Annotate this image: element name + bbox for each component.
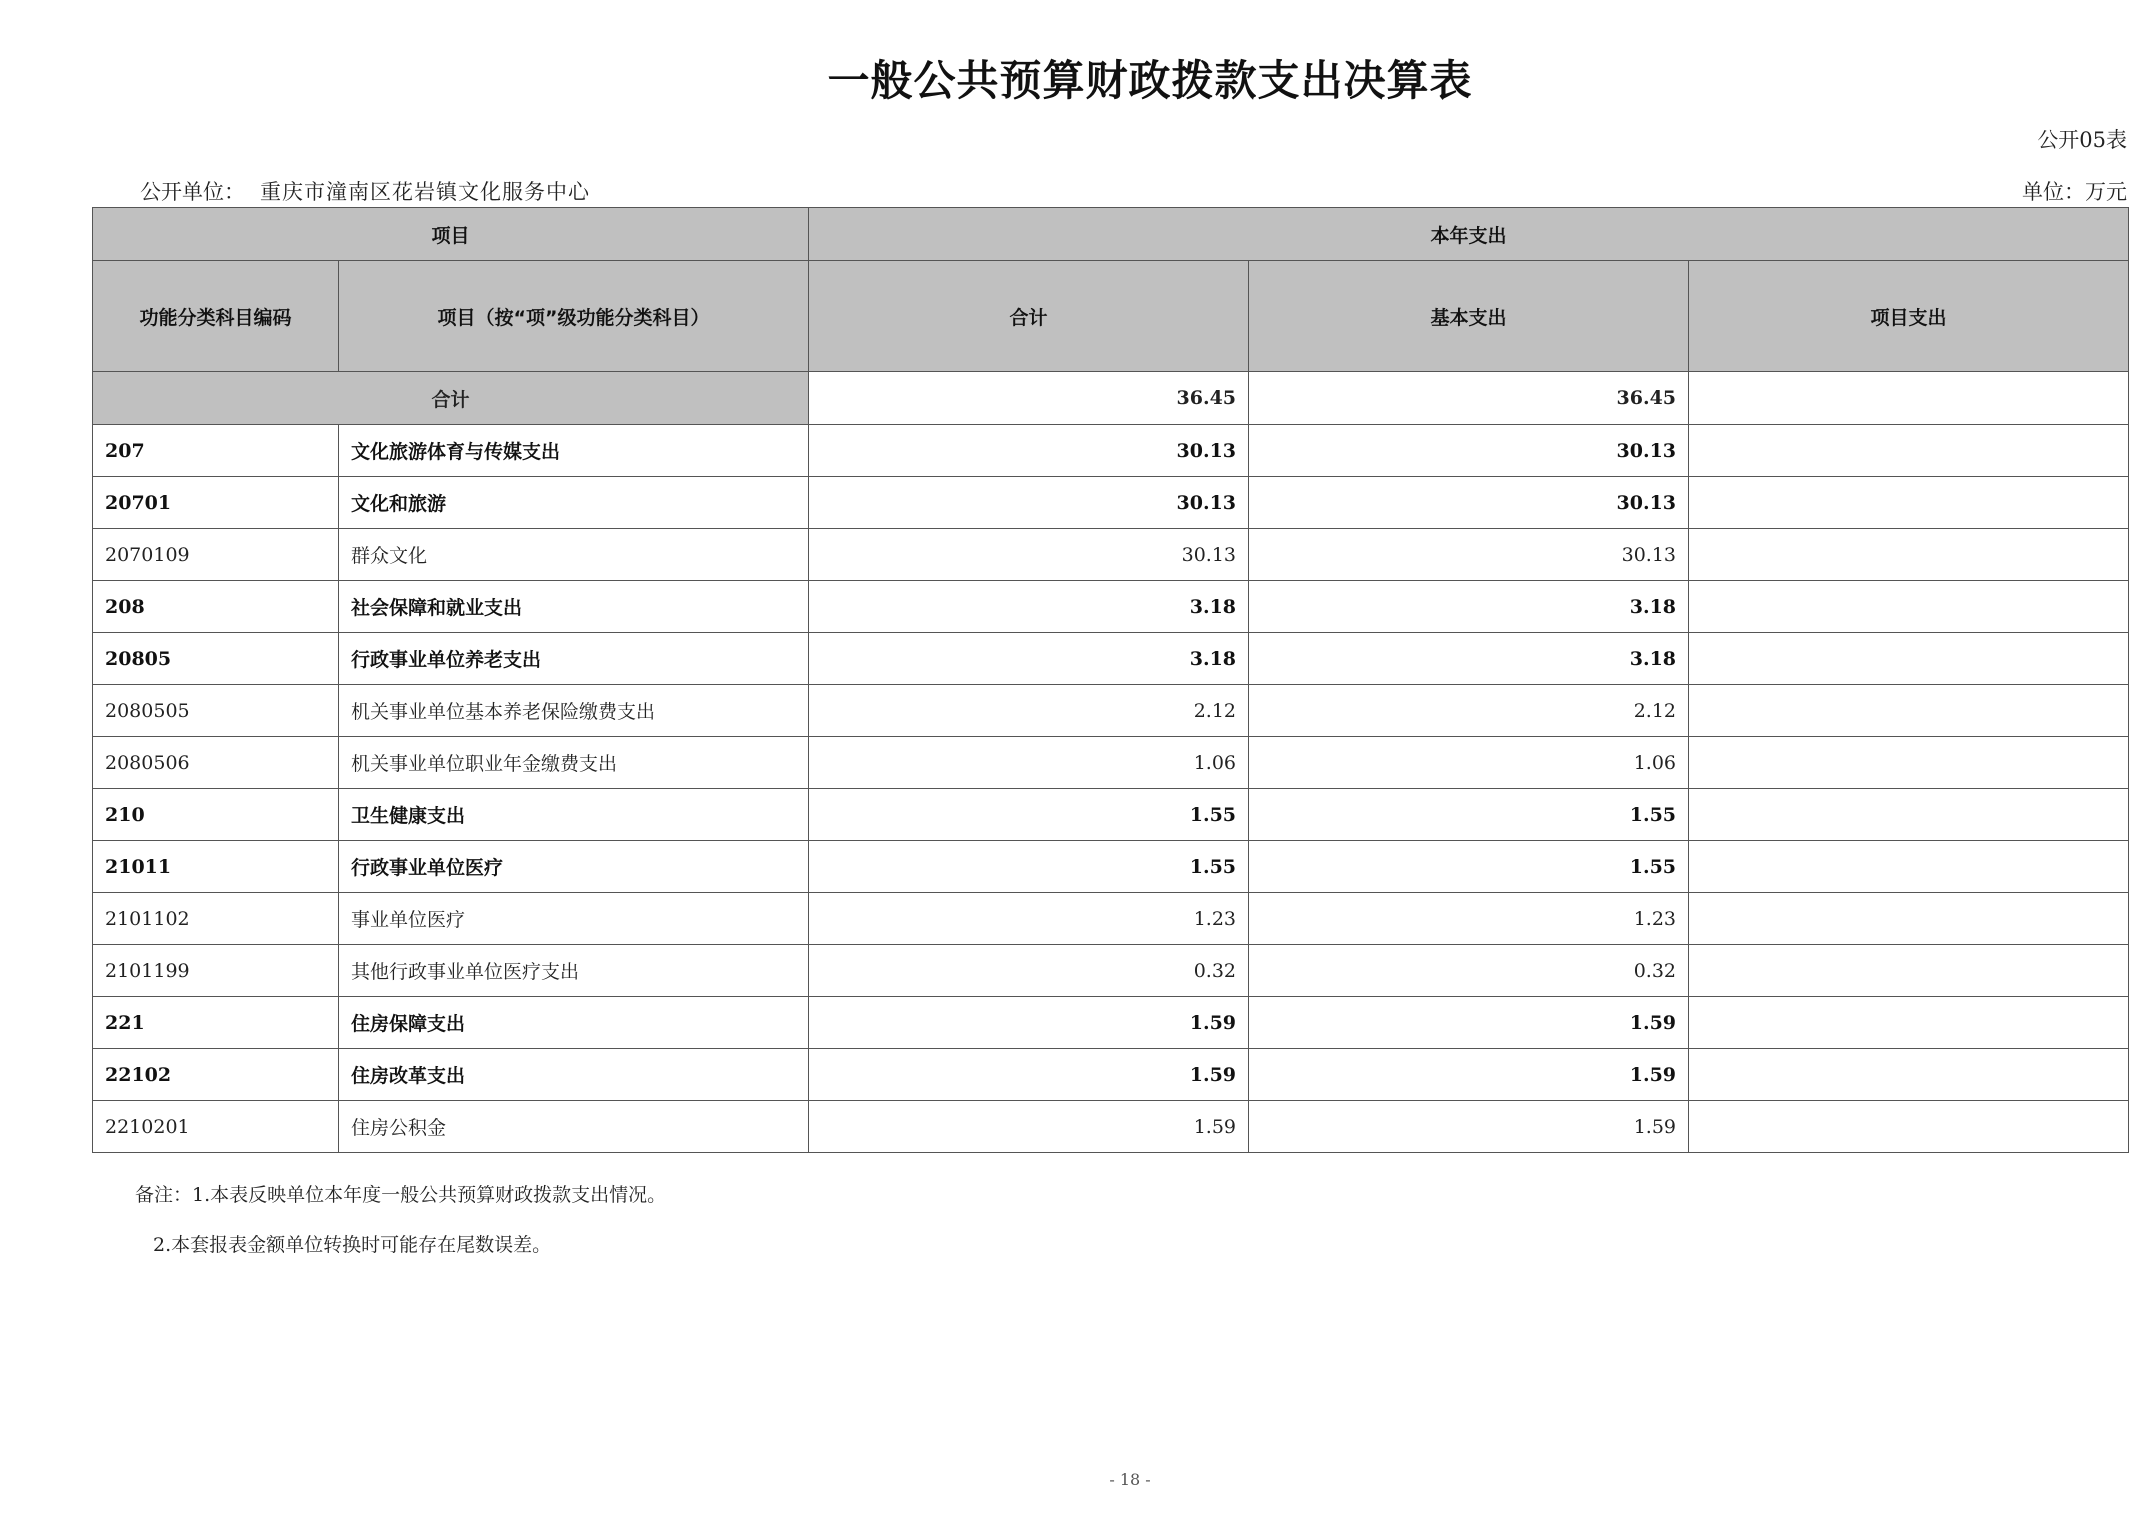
- row-project: [1689, 945, 2129, 997]
- row-code: 20805: [93, 633, 339, 685]
- row-name: 机关事业单位职业年金缴费支出: [339, 737, 809, 789]
- row-name: 行政事业单位医疗: [339, 841, 809, 893]
- row-project: [1689, 581, 2129, 633]
- row-code: 2101199: [93, 945, 339, 997]
- row-basic: 3.18: [1249, 581, 1689, 633]
- row-code: 2080506: [93, 737, 339, 789]
- row-code: 2080505: [93, 685, 339, 737]
- row-total: 3.18: [809, 581, 1249, 633]
- table-row: [93, 893, 2129, 945]
- row-basic: 1.23: [1249, 893, 1689, 945]
- header-code: 功能分类科目编码: [93, 261, 339, 372]
- row-name: 行政事业单位养老支出: [339, 633, 809, 685]
- total-basic: 36.45: [1249, 372, 1689, 425]
- row-total: 1.55: [809, 789, 1249, 841]
- money-unit: 单位：万元: [2022, 180, 2127, 204]
- row-name: 其他行政事业单位医疗支出: [339, 945, 809, 997]
- notes: [135, 1180, 666, 1280]
- note-2: 2.本套报表金额单位转换时可能存在尾数误差。: [153, 1234, 552, 1256]
- header-project: 项目: [93, 208, 809, 261]
- row-total: 1.55: [809, 841, 1249, 893]
- header-row-2: [93, 261, 2129, 372]
- row-total: 1.59: [809, 997, 1249, 1049]
- row-project: [1689, 841, 2129, 893]
- total-label: 合计: [93, 372, 809, 425]
- row-project: [1689, 529, 2129, 581]
- header-current-year: 本年支出: [809, 208, 2129, 261]
- row-basic: 0.32: [1249, 945, 1689, 997]
- row-basic: 1.06: [1249, 737, 1689, 789]
- total-row: [93, 372, 2129, 425]
- row-code: 221: [93, 997, 339, 1049]
- row-project: [1689, 633, 2129, 685]
- row-basic: 2.12: [1249, 685, 1689, 737]
- row-total: 30.13: [809, 477, 1249, 529]
- row-basic: 3.18: [1249, 633, 1689, 685]
- row-name: 机关事业单位基本养老保险缴费支出: [339, 685, 809, 737]
- table-row: [93, 529, 2129, 581]
- total-project: [1689, 372, 2129, 425]
- row-name: 住房改革支出: [339, 1049, 809, 1101]
- row-name: 卫生健康支出: [339, 789, 809, 841]
- page-title: 一般公共预算财政拨款支出决算表: [827, 56, 1473, 105]
- row-code: 21011: [93, 841, 339, 893]
- row-name: 群众文化: [339, 529, 809, 581]
- row-name: 住房保障支出: [339, 997, 809, 1049]
- row-total: 30.13: [809, 529, 1249, 581]
- row-total: 0.32: [809, 945, 1249, 997]
- row-name: 社会保障和就业支出: [339, 581, 809, 633]
- row-basic: 1.55: [1249, 789, 1689, 841]
- table-row: [93, 425, 2129, 477]
- form-number: 公开05表: [2037, 128, 2127, 152]
- table-row: [93, 789, 2129, 841]
- row-code: 208: [93, 581, 339, 633]
- row-project: [1689, 737, 2129, 789]
- row-project: [1689, 1049, 2129, 1101]
- org-label: 公开单位：: [140, 180, 245, 204]
- table-row: [93, 1101, 2129, 1153]
- row-code: 210: [93, 789, 339, 841]
- header-project-exp: 项目支出: [1689, 261, 2129, 372]
- row-total: 3.18: [809, 633, 1249, 685]
- table-row: [93, 685, 2129, 737]
- row-project: [1689, 997, 2129, 1049]
- row-code: 2070109: [93, 529, 339, 581]
- table-body: [93, 372, 2129, 1153]
- row-total: 1.59: [809, 1049, 1249, 1101]
- row-basic: 1.55: [1249, 841, 1689, 893]
- total-amount: 36.45: [809, 372, 1249, 425]
- page-number: - 18 -: [1109, 1470, 1151, 1489]
- row-code: 20701: [93, 477, 339, 529]
- row-basic: 1.59: [1249, 1101, 1689, 1153]
- row-total: 1.59: [809, 1101, 1249, 1153]
- row-basic: 1.59: [1249, 1049, 1689, 1101]
- table-row: [93, 841, 2129, 893]
- row-total: 30.13: [809, 425, 1249, 477]
- row-project: [1689, 685, 2129, 737]
- table-row: [93, 633, 2129, 685]
- row-project: [1689, 789, 2129, 841]
- row-code: 2101102: [93, 893, 339, 945]
- row-code: 207: [93, 425, 339, 477]
- row-project: [1689, 893, 2129, 945]
- header-total: 合计: [809, 261, 1249, 372]
- row-name: 文化旅游体育与传媒支出: [339, 425, 809, 477]
- header-item: 项目（按“项”级功能分类科目）: [339, 261, 809, 372]
- table-row: [93, 945, 2129, 997]
- table-row: [93, 477, 2129, 529]
- table-row: [93, 581, 2129, 633]
- row-name: 住房公积金: [339, 1101, 809, 1153]
- note-1: 备注：1.本表反映单位本年度一般公共预算财政拨款支出情况。: [135, 1184, 667, 1206]
- row-total: 1.06: [809, 737, 1249, 789]
- unit-row: [140, 176, 2127, 204]
- row-total: 2.12: [809, 685, 1249, 737]
- row-basic: 30.13: [1249, 529, 1689, 581]
- row-project: [1689, 425, 2129, 477]
- org-name: 重庆市潼南区花岩镇文化服务中心: [260, 180, 590, 204]
- table-row: [93, 997, 2129, 1049]
- expenditure-table: [92, 207, 2129, 1153]
- row-basic: 1.59: [1249, 997, 1689, 1049]
- row-code: 22102: [93, 1049, 339, 1101]
- header-row-1: [93, 208, 2129, 261]
- row-code: 2210201: [93, 1101, 339, 1153]
- row-project: [1689, 477, 2129, 529]
- row-name: 文化和旅游: [339, 477, 809, 529]
- header-basic: 基本支出: [1249, 261, 1689, 372]
- table-row: [93, 1049, 2129, 1101]
- row-total: 1.23: [809, 893, 1249, 945]
- row-basic: 30.13: [1249, 477, 1689, 529]
- row-name: 事业单位医疗: [339, 893, 809, 945]
- table-row: [93, 737, 2129, 789]
- row-basic: 30.13: [1249, 425, 1689, 477]
- row-project: [1689, 1101, 2129, 1153]
